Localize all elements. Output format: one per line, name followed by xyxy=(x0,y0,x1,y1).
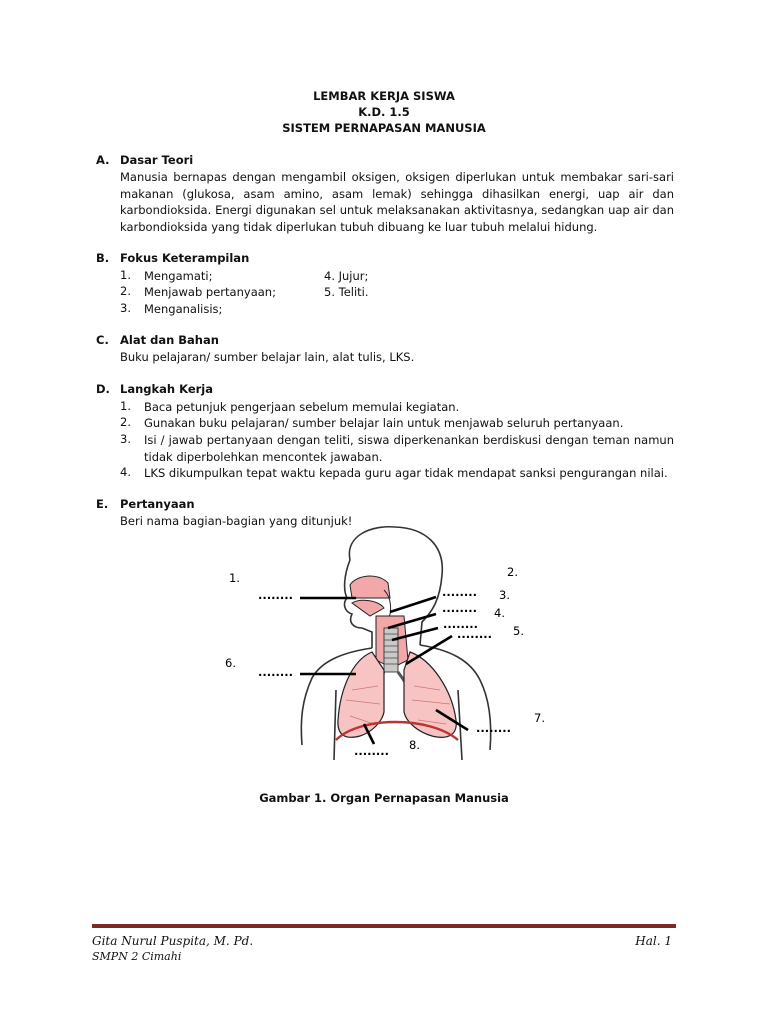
header-topic: SISTEM PERNAPASAN MANUSIA xyxy=(282,121,486,135)
skill-1-text: Mengamati; xyxy=(144,269,213,283)
section-b-title: Fokus Keterampilan xyxy=(120,251,250,265)
skill-3-num: 3. xyxy=(120,301,131,315)
footer-page-number: Hal. 1 xyxy=(635,934,672,948)
header-kd: K.D. 1.5 xyxy=(358,105,410,119)
skill-1-num: 1. xyxy=(120,268,131,282)
answer-blank-2[interactable]: ........ xyxy=(442,585,477,599)
step-4-text: LKS dikumpulkan tepat waktu kepada guru agar tidak mendapat sanksi pengurangan nilai. xyxy=(144,466,668,480)
answer-blank-7[interactable]: ........ xyxy=(476,721,511,735)
section-c-text: Buku pelajaran/ sumber belajar lain, alat tulis, LKS. xyxy=(120,350,415,364)
answer-blank-6[interactable]: ........ xyxy=(258,665,293,679)
figure-caption: Gambar 1. Organ Pernapasan Manusia xyxy=(259,791,509,805)
answer-blank-5[interactable]: ........ xyxy=(457,627,492,641)
left-lung xyxy=(338,652,384,737)
figure-label-7: 7. xyxy=(534,711,545,725)
answer-blank-3[interactable]: ........ xyxy=(442,601,477,615)
respiratory-diagram xyxy=(0,520,768,790)
header-title: LEMBAR KERJA SISWA xyxy=(313,89,455,103)
figure-label-2: 2. xyxy=(507,565,518,579)
step-3-num: 3. xyxy=(120,432,131,446)
step-2-num: 2. xyxy=(120,415,131,429)
section-c-letter: C. xyxy=(96,333,109,347)
answer-blank-4[interactable]: ........ xyxy=(443,617,478,631)
section-a-text: Manusia bernapas dengan mengambil oksigen, oksigen diperlukan untuk membakar sari-sari makanan (glukosa, asam amino, asam lemak) sehingga dihasilkan energi, uap air dan karbondioksida. Energi digunakan sel untuk melaksanakan aktivitasnya, sedangkan uap air dan karbondioksida yang tidak diperlukan tubuh dibuang ke luar tubuh melalui hidung. xyxy=(120,170,674,234)
skill-2-num: 2. xyxy=(120,284,131,298)
step-3-text: Isi / jawab pertanyaan dengan teliti, siswa diperkenankan berdiskusi dengan teman namun tidak diperbolehkan mencontek jawaban. xyxy=(144,433,674,464)
right-lung xyxy=(404,652,456,737)
section-e-instruction: Beri nama bagian-bagian yang ditunjuk! xyxy=(120,514,353,528)
section-c-title: Alat dan Bahan xyxy=(120,333,219,347)
figure-label-4: 4. xyxy=(494,606,505,620)
nasal-cavity xyxy=(350,576,391,620)
section-e-letter: E. xyxy=(96,497,109,511)
step-2-text: Gunakan buku pelajaran/ sumber belajar lain untuk menjawab seluruh pertanyaan. xyxy=(144,416,624,430)
figure-label-6: 6. xyxy=(225,656,236,670)
answer-blank-1[interactable]: ........ xyxy=(258,588,293,602)
footer-school: SMPN 2 Cimahi xyxy=(92,950,182,963)
section-b-letter: B. xyxy=(96,251,110,265)
step-1-num: 1. xyxy=(120,399,131,413)
skill-2-text: Menjawab pertanyaan; xyxy=(144,285,276,299)
figure-label-5: 5. xyxy=(513,624,524,638)
skill-5-text: 5. Teliti. xyxy=(324,285,369,299)
skill-4-text: 4. Jujur; xyxy=(324,269,369,283)
step-1-text: Baca petunjuk pengerjaan sebelum memulai kegiatan. xyxy=(144,400,460,414)
figure-label-1: 1. xyxy=(229,571,240,585)
section-a-title: Dasar Teori xyxy=(120,153,194,167)
step-4-num: 4. xyxy=(120,465,131,479)
figure-label-8: 8. xyxy=(409,738,420,752)
figure-label-3: 3. xyxy=(499,588,510,602)
section-d-letter: D. xyxy=(96,382,110,396)
section-a-letter: A. xyxy=(96,153,110,167)
footer-rule xyxy=(92,924,676,928)
section-d-title: Langkah Kerja xyxy=(120,382,213,396)
answer-blank-8[interactable]: ........ xyxy=(354,744,389,758)
section-e-title: Pertanyaan xyxy=(120,497,195,511)
skill-3-text: Menganalisis; xyxy=(144,302,223,316)
footer-author: Gita Nurul Puspita, M. Pd. xyxy=(92,934,254,948)
